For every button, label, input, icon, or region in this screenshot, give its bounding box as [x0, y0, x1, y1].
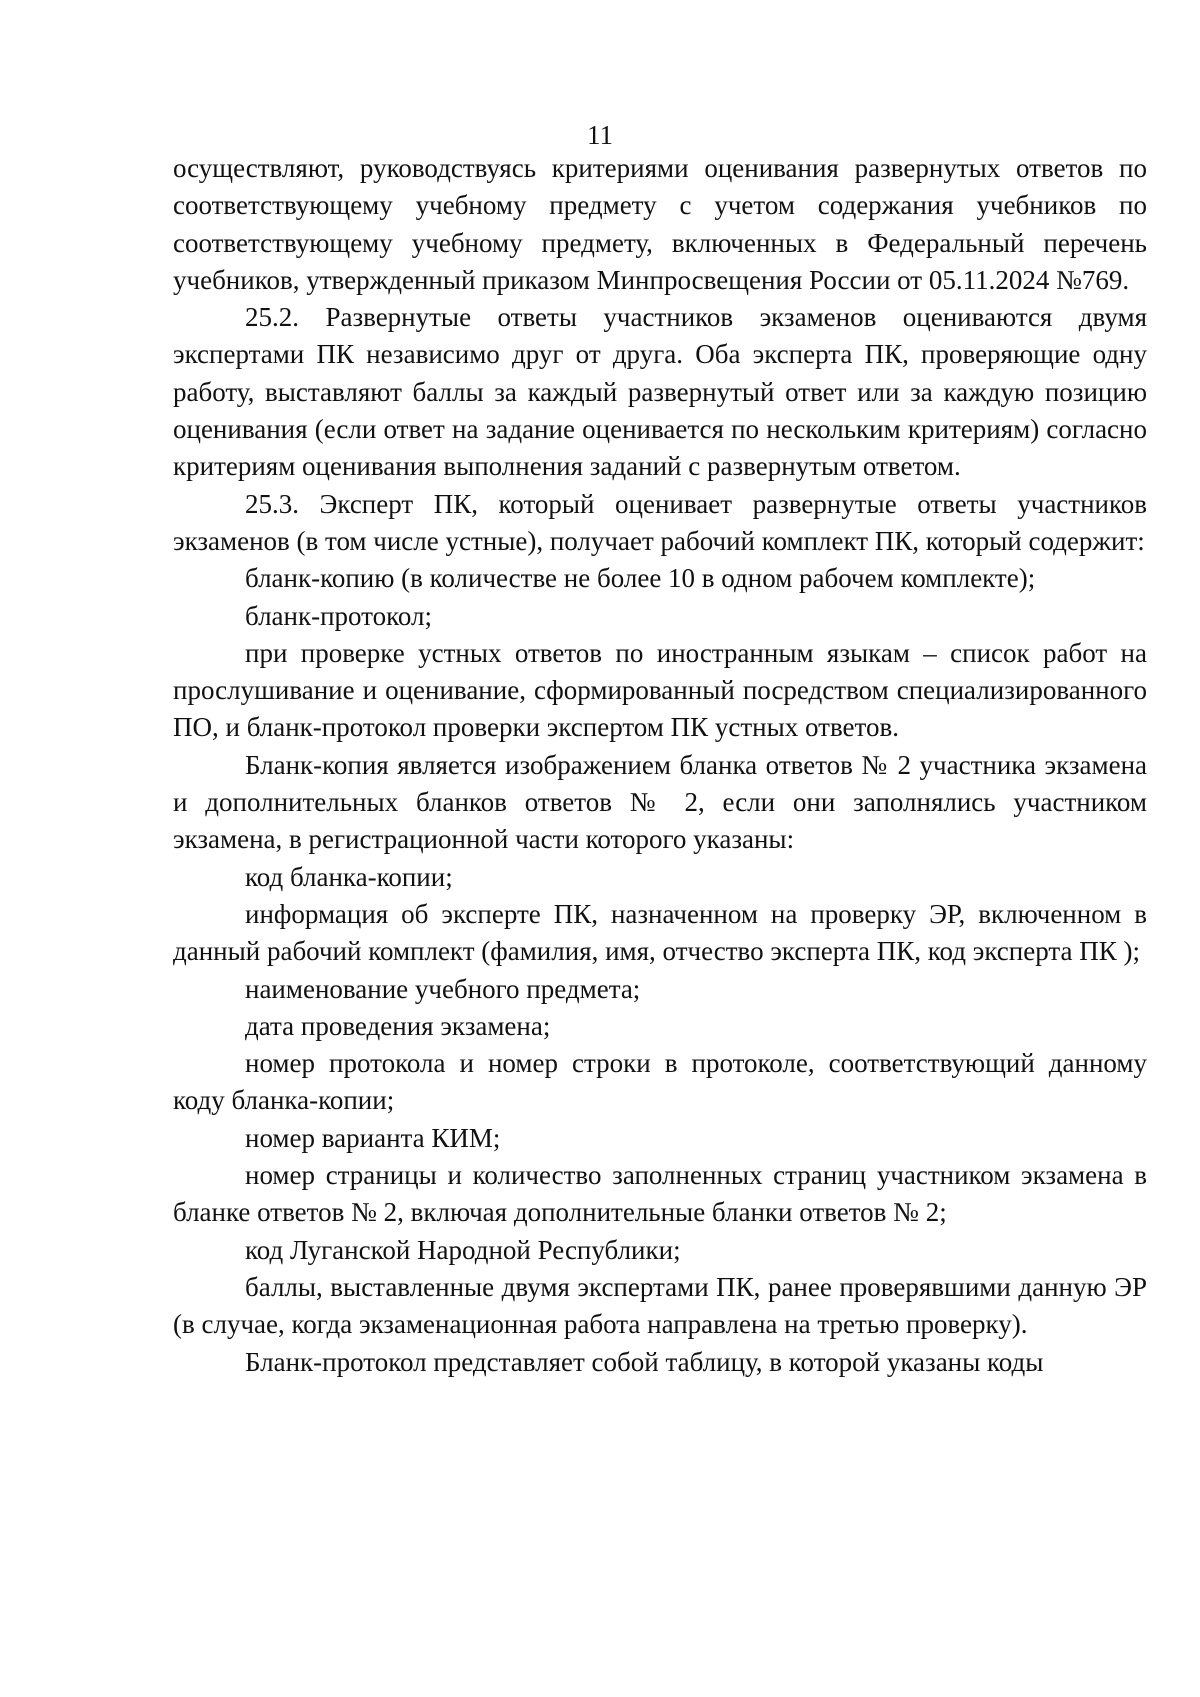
- list-item-exam-date: дата проведения экзамена;: [245, 1010, 551, 1041]
- list-item-kim-variant: номер варианта КИМ;: [245, 1122, 501, 1153]
- list-item-expert-scores: баллы, выставленные двумя экспертами ПК, ранее проверявшими данную ЭР (в случае, когда экзаменационная работа направлена на третью проверку).: [173, 1271, 1147, 1340]
- paragraph-blank-protocol-definition: Бланк-протокол представляет собой таблицу, в которой указаны коды: [245, 1346, 1044, 1377]
- document-body: [173, 150, 1147, 1381]
- paragraph-continuation: осуществляют, руководствуясь критериями оценивания развернутых ответов по соответствующему учебному предмету с учетом содержания учебников по соответствующему учебному предмету, включенных в Федеральный перечень учебников, утвержденный приказом Минпросвещения России от 05.11.2024 №769.: [173, 153, 1147, 295]
- list-item-copy-code: код бланка-копии;: [245, 861, 453, 892]
- list-item-expert-info: информация об эксперте ПК, назначенном на проверку ЭР, включенном в данный рабочий комплект (фамилия, имя, отчество эксперта ПК, код эксперта ПК );: [173, 898, 1147, 967]
- page-number: 11: [587, 120, 613, 150]
- list-item-blank-protocol: бланк-протокол;: [245, 600, 432, 631]
- list-item-page-count: номер страницы и количество заполненных страниц участником экзамена в бланке ответов № 2, включая дополнительные бланки ответов № 2;: [173, 1160, 1147, 1228]
- list-item-region-code: код Луганской Народной Республики;: [245, 1234, 681, 1265]
- list-item-blank-copy: бланк-копию (в количестве не более 10 в одном рабочем комплекте);: [245, 563, 1036, 594]
- list-item-subject-name: наименование учебного предмета;: [245, 973, 641, 1004]
- paragraph-25-2: 25.2. Развернутые ответы участников экзаменов оцениваются двумя экспертами ПК независимо друг от друга. Оба эксперта ПК, проверяющие одну работу, выставляют баллы за каждый развернутый ответ или за каждую позицию оценивания (если ответ на задание оценивается по нескольким критериям) согласно критериям оценивания выполнения заданий с развернутым ответом.: [173, 302, 1147, 482]
- list-item-oral-answers: при проверке устных ответов по иностранным языкам – список работ на прослушивание и оценивание, сформированный посредством специализированного ПО, и бланк-протокол проверки экспертом ПК устных ответов.: [173, 637, 1147, 743]
- paragraph-25-3: 25.3. Эксперт ПК, который оценивает развернутые ответы участников экзаменов (в том числе устные), получает рабочий комплект ПК, который содержит:: [173, 488, 1147, 556]
- list-item-protocol-number: номер протокола и номер строки в протоколе, соответствующий данному коду бланка-копии;: [173, 1048, 1147, 1116]
- paragraph-blank-copy-definition: Бланк-копия является изображением бланка ответов № 2 участника экзамена и дополнительных бланков ответов № 2, если они заполнялись участником экзамена, в регистрационной части которого указаны:: [173, 749, 1147, 855]
